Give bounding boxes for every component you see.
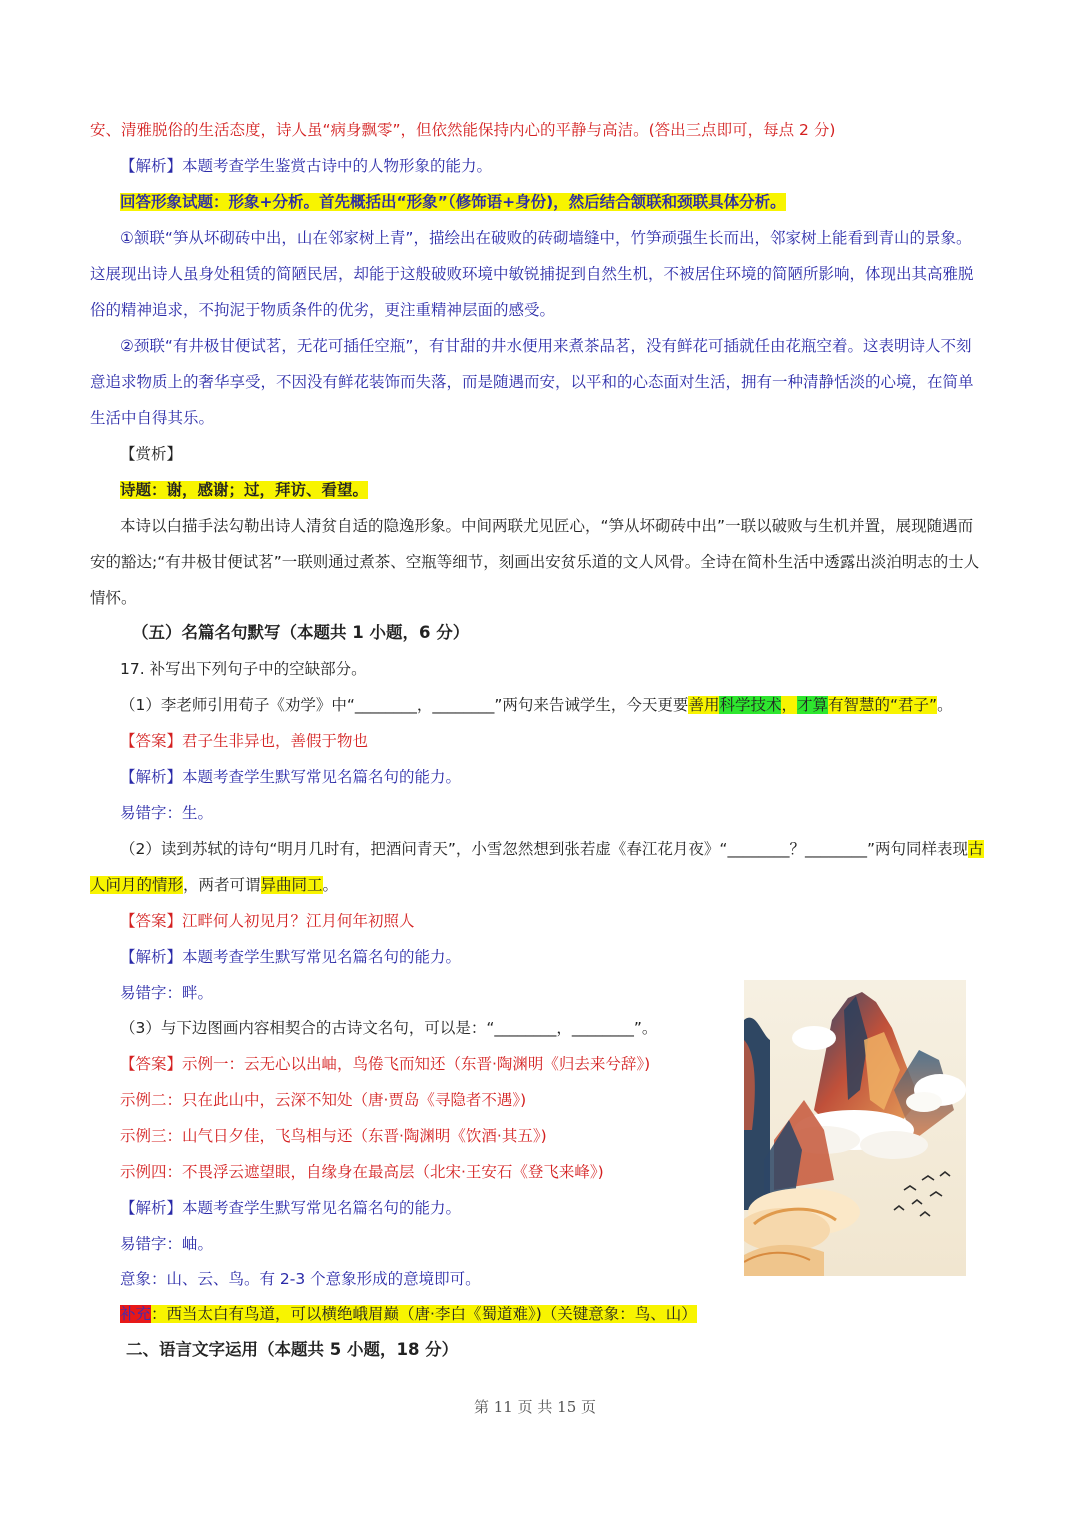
analysis-para2-line1: ②颈联“有井极甘便试茗，无花可插任空瓶”，有甘甜的井水便用来煮茶品茗，没有鲜花可插就任由花瓶空着。这表明诗人不刻 [120, 337, 972, 355]
vocab-highlight: 诗题：谢，感谢；过，拜访、看望。 [120, 481, 369, 499]
supplement-text: ：西当太白有鸟道，可以横绝峨眉巅（唐·李白《蜀道难》)（关键意象：鸟、山） [151, 1305, 697, 1323]
analysis-17-1: 【解析】本题考查学生默写常见名篇名句的能力。 [120, 768, 462, 786]
analysis-para2-line3: 生活中自得其乐。 [90, 409, 215, 427]
analysis-17-2: 【解析】本题考查学生默写常见名篇名句的能力。 [120, 948, 462, 966]
page-number: 第 11 页 共 15 页 [474, 1398, 597, 1416]
answer-17-3-ex3: 示例三：山气日夕佳，飞鸟相与还（东晋·陶渊明《饮酒·其五》) [120, 1127, 547, 1145]
appreciation-line1: 本诗以白描手法勾勒出诗人清贫自适的隐逸形象。中间两联尤见匠心，“笋从坏砌砖中出”一联以破败与生机并置，展现随遇而 [120, 517, 974, 535]
question-17-3: （3）与下边图画内容相契合的古诗文名句，可以是：“________，________”。 [120, 1019, 658, 1037]
method-note [120, 190, 786, 214]
appreciation-line2: 安的豁达;“有井极甘便试茗”一联则通过煮茶、空瓶等细节，刻画出安贫乐道的文人风骨。全诗在简朴生活中透露出淡泊明志的士人 [90, 553, 980, 571]
q2-hl-b: 人问月的情形 [90, 876, 184, 894]
q1-hl-b: 科学技术 [719, 696, 782, 714]
q2-mid: ，两者可谓 [183, 876, 261, 894]
analysis-para1-line1: ①颔联“笋从坏砌砖中出，山在邻家树上青”，描绘出在破败的砖砌墙缝中，竹笋顽强生长而出，邻家树上能看到青山的景象。 [120, 229, 972, 247]
q2-text: （2）读到苏轼的诗句“明月几时有，把酒问青天”，小雪忽然想到张若虚《春江花月夜》“________？________”两句同样表现 [120, 840, 968, 858]
q1-hl-e: 有智慧的“君子” [828, 696, 938, 714]
question-17-2-cont [90, 873, 338, 897]
section-5-title: （五）名篇名句默写（本题共 1 小题，6 分） [132, 623, 470, 642]
typo-17-2: 易错字：畔。 [120, 984, 214, 1002]
answer-17-3-ex2: 示例二：只在此山中，云深不知处（唐·贾岛《寻隐者不遇》) [120, 1091, 527, 1109]
analysis-para1-line2: 这展现出诗人虽身处租赁的简陋民居，却能于这般破败环境中敏锐捕捉到自然生机，不被居住环境的简陋所影响，体现出其高雅脱 [90, 265, 974, 283]
q2-hl-a: 古 [968, 840, 984, 858]
analysis-para2-line2: 意追求物质上的奢华享受，不因没有鲜花装饰而失落，而是随遇而安，以平和的心态面对生活，拥有一种清静恬淡的心境，在简单 [90, 373, 974, 391]
analysis-para1-line3: 俗的精神追求，不拘泥于物质条件的优劣，更注重精神层面的感受。 [90, 301, 556, 319]
imagery-note: 意象：山、云、鸟。有 2-3 个意象形成的意境即可。 [120, 1270, 481, 1288]
question-17-1 [120, 693, 953, 717]
answer-17-3-ex1: 【答案】示例一：云无心以出岫，鸟倦飞而知还（东晋·陶渊明《归去来兮辞》) [120, 1055, 651, 1073]
answer-continuation: 安、清雅脱俗的生活态度，诗人虽“病身飘零”，但依然能保持内心的平静与高洁。(答出三点即可，每点 2 分) [90, 121, 836, 139]
landscape-painting-image [744, 980, 966, 1276]
analysis-17-3: 【解析】本题考查学生默写常见名篇名句的能力。 [120, 1199, 462, 1217]
answer-17-2: 【答案】江畔何人初见月？江月何年初照人 [120, 912, 415, 930]
section-2-title: 二、语言文字运用（本题共 5 小题，18 分） [126, 1340, 459, 1359]
answer-17-3-ex4: 示例四：不畏浮云遮望眼，自缘身在最高层（北宋·王安石《登飞来峰》) [120, 1163, 604, 1181]
method-highlight: 回答形象试题：形象+分析。首先概括出“形象”（修饰语+身份)，然后结合颔联和颈联具体分析。 [120, 193, 786, 211]
q1-hl-d: 才算 [796, 696, 828, 714]
supplement-tag: 补充 [120, 1305, 152, 1323]
q2-hl-c: 异曲同工 [260, 876, 323, 894]
q1-end: 。 [937, 696, 953, 714]
typo-17-1: 易错字：生。 [120, 804, 214, 822]
q1-hl-a: 善用 [688, 696, 720, 714]
appreciation-heading: 【赏析】 [120, 445, 183, 463]
analysis-16: 【解析】本题考查学生鉴赏古诗中的人物形象的能力。 [120, 157, 493, 175]
q2-end: 。 [322, 876, 339, 894]
typo-17-3: 易错字：岫。 [120, 1235, 214, 1253]
title-vocab [120, 478, 368, 502]
answer-17-1: 【答案】君子生非异也，善假于物也 [120, 732, 369, 750]
q1-hl-c: ， [781, 696, 797, 714]
appreciation-line3: 情怀。 [90, 589, 137, 607]
question-17-2 [120, 837, 984, 861]
question-17-stem: 17. 补写出下列句子中的空缺部分。 [120, 660, 367, 678]
supplement [120, 1302, 697, 1326]
q1-text: （1）李老师引用荀子《劝学》中“________，________”两句来告诫学生，今天更要 [120, 696, 689, 714]
